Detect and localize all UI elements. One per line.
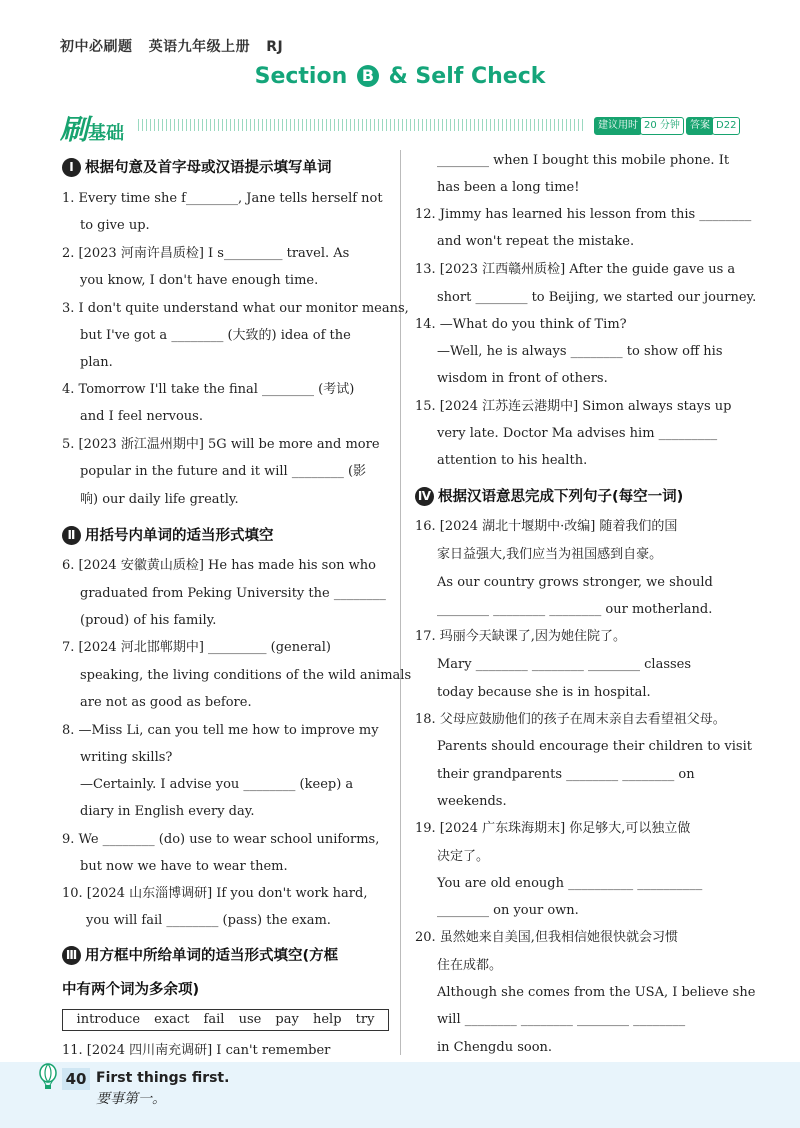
section-2-title: 用括号内单词的适当形式填空 bbox=[85, 528, 274, 544]
motto-english: First things first. bbox=[96, 1070, 230, 1086]
right-line-25: 决定了。 bbox=[437, 849, 490, 864]
right-line-27: ________ on your own. bbox=[437, 903, 579, 918]
left-line-19: 8. —Miss Li, can you tell me how to improve my bbox=[62, 723, 379, 738]
band-label-big: 刷 bbox=[60, 113, 89, 146]
left-line-9: and I feel nervous. bbox=[80, 409, 203, 424]
left-line-7: plan. bbox=[80, 355, 113, 370]
right-line-23: weekends. bbox=[437, 794, 507, 809]
left-line-23: 9. We ________ (do) use to wear school uniforms, bbox=[62, 832, 380, 847]
section-2-number: Ⅱ bbox=[62, 526, 81, 545]
right-line-4: and won't repeat the mistake. bbox=[437, 234, 635, 249]
right-line-7: 14. —What do you think of Tim? bbox=[415, 317, 627, 332]
title-pre: Section bbox=[254, 64, 355, 89]
left-line-2: to give up. bbox=[80, 218, 150, 233]
section-4-number: Ⅳ bbox=[415, 487, 434, 506]
right-line-18: Mary ________ ________ ________ classes bbox=[437, 657, 692, 672]
left-line-18: are not as good as before. bbox=[80, 695, 252, 710]
right-line-30: Although she comes from the USA, I believe she bbox=[437, 985, 756, 1000]
page-number: 40 bbox=[62, 1068, 90, 1090]
answer-label: 答案 bbox=[686, 117, 714, 135]
section-4-title: 根据汉语意思完成下列句子(每空一词) bbox=[438, 489, 684, 505]
right-line-32: in Chengdu soon. bbox=[437, 1040, 553, 1055]
left-line-4: you know, I don't have enough time. bbox=[80, 273, 319, 288]
right-line-28: 20. 虽然她来自美国,但我相信她很快就会习惯 bbox=[415, 930, 678, 945]
right-line-13: 16. [2024 湖北十堰期中·改编] 随着我们的国 bbox=[415, 519, 678, 534]
page-title bbox=[0, 64, 800, 89]
word-box: introduce exact fail use pay help try bbox=[62, 1009, 389, 1031]
time-label: 建议用时 bbox=[594, 117, 642, 135]
title-post: & Self Check bbox=[380, 64, 546, 89]
left-line-17: speaking, the living conditions of the wild animals bbox=[80, 668, 412, 683]
right-line-15: As our country grows stronger, we should bbox=[437, 575, 713, 590]
left-line-5: 3. I don't quite understand what our monitor means, bbox=[62, 301, 409, 316]
section-3-heading bbox=[62, 944, 338, 965]
section-1-number: Ⅰ bbox=[62, 158, 81, 177]
left-line-13: 6. [2024 安徽黄山质检] He has made his son who bbox=[62, 558, 377, 573]
left-line-8: 4. Tomorrow I'll take the final ________ (考试) bbox=[62, 382, 355, 397]
right-line-19: today because she is in hospital. bbox=[437, 685, 651, 700]
section-1-heading bbox=[62, 156, 332, 177]
title-circle-letter: B bbox=[357, 65, 379, 87]
right-line-20: 18. 父母应鼓励他们的孩子在周末亲自去看望祖父母。 bbox=[415, 712, 726, 727]
right-line-22: their grandparents ________ ________ on bbox=[437, 767, 695, 782]
left-line-24: but now we have to wear them. bbox=[80, 859, 288, 874]
column-divider bbox=[400, 150, 401, 1055]
left-line-22: diary in English every day. bbox=[80, 804, 255, 819]
motto-chinese: 要事第一。 bbox=[96, 1091, 166, 1107]
section-2-heading bbox=[62, 524, 274, 545]
left-line-14: graduated from Peking University the ________ bbox=[80, 586, 386, 601]
right-line-9: wisdom in front of others. bbox=[437, 371, 608, 386]
balloon-icon bbox=[38, 1063, 58, 1095]
left-line-6: but I've got a ________ (大致的) idea of the bbox=[80, 328, 351, 343]
right-line-17: 17. 玛丽今天缺课了,因为她住院了。 bbox=[415, 629, 626, 644]
left-line-20: writing skills? bbox=[80, 750, 173, 765]
left-line-26: you will fail ________ (pass) the exam. bbox=[86, 913, 331, 928]
right-line-26: You are old enough __________ __________ bbox=[437, 876, 703, 891]
book-header: 初中必刷题 英语九年级上册 RJ bbox=[60, 39, 284, 55]
left-line-15: (proud) of his family. bbox=[80, 613, 217, 628]
left-line-21: —Certainly. I advise you ________ (keep) a bbox=[80, 777, 354, 792]
left-line-27: 11. [2024 四川南充调研] I can't remember bbox=[62, 1043, 331, 1058]
right-line-24: 19. [2024 广东珠海期末] 你足够大,可以独立做 bbox=[415, 821, 691, 836]
right-line-6: short ________ to Beijing, we started our journey. bbox=[437, 290, 757, 305]
section-4-heading bbox=[415, 485, 683, 506]
section-3-title: 用方框中所给单词的适当形式填空(方框 bbox=[85, 948, 339, 964]
right-line-21: Parents should encourage their children to visit bbox=[437, 739, 752, 754]
section-3-title-cont: 中有两个词为多余项) bbox=[62, 982, 200, 998]
right-line-3: 12. Jimmy has learned his lesson from this ________ bbox=[415, 207, 752, 222]
section-3-number: Ⅲ bbox=[62, 946, 81, 965]
right-line-11: very late. Doctor Ma advises him _________ bbox=[437, 426, 718, 441]
left-line-25: 10. [2024 山东淄博调研] If you don't work hard, bbox=[62, 886, 368, 901]
left-line-12: 响) our daily life greatly. bbox=[80, 492, 239, 507]
practice-band-logo bbox=[60, 108, 124, 148]
right-line-10: 15. [2024 江苏连云港期中] Simon always stays up bbox=[415, 399, 732, 414]
section-1-title: 根据句意及首字母或汉语提示填写单词 bbox=[85, 160, 332, 176]
left-line-3: 2. [2023 河南许昌质检] I s_________ travel. As bbox=[62, 246, 350, 261]
right-line-12: attention to his health. bbox=[437, 453, 588, 468]
left-line-11: popular in the future and it will ________ (影 bbox=[80, 464, 367, 479]
left-line-1: 1. Every time she f________, Jane tells herself not bbox=[62, 191, 383, 206]
right-line-14: 家日益强大,我们应当为祖国感到自豪。 bbox=[437, 547, 663, 562]
right-line-5: 13. [2023 江西赣州质检] After the guide gave us a bbox=[415, 262, 736, 277]
band-label-small: 基础 bbox=[88, 123, 125, 144]
right-line-31: will ________ ________ ________ ________ bbox=[437, 1012, 686, 1027]
left-line-16: 7. [2024 河北邯郸期中] _________ (general) bbox=[62, 640, 332, 655]
right-line-1: ________ when I bought this mobile phone. It bbox=[437, 153, 730, 168]
time-value: 20 分钟 bbox=[640, 117, 684, 135]
band-decoration bbox=[138, 119, 586, 131]
left-line-10: 5. [2023 浙江温州期中] 5G will be more and more bbox=[62, 437, 380, 452]
right-line-8: —Well, he is always ________ to show off his bbox=[437, 344, 723, 359]
right-line-29: 住在成都。 bbox=[437, 958, 503, 973]
right-line-16: ________ ________ ________ our motherland. bbox=[437, 602, 713, 617]
right-line-2: has been a long time! bbox=[437, 180, 580, 195]
answer-page: D22 bbox=[712, 117, 740, 135]
